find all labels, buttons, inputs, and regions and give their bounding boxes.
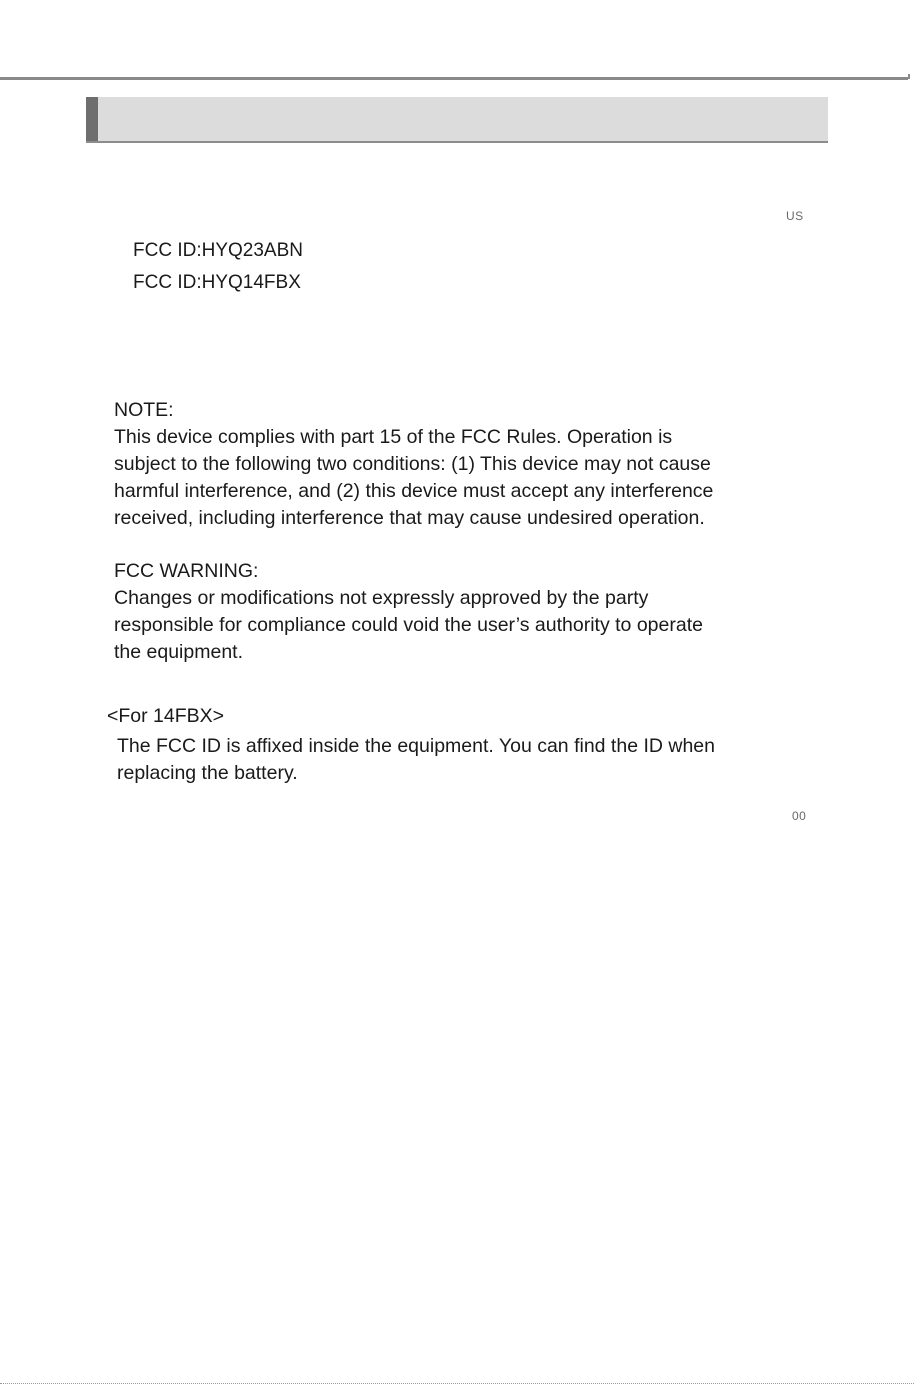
fcc-id-location-block xyxy=(117,733,715,787)
note-line: received, including interference that may cause undesired operation. xyxy=(114,507,705,529)
note-line: subject to the following two conditions: (1) This device may not cause xyxy=(114,453,711,475)
fcc-id-line: FCC ID:HYQ23ABN xyxy=(133,240,303,261)
note-block xyxy=(114,397,713,532)
note-line: This device complies with part 15 of the FCC Rules. Operation is xyxy=(114,426,673,448)
section-header-bar xyxy=(86,97,828,143)
top-rule xyxy=(0,77,908,80)
page-code-top: US xyxy=(786,209,804,223)
top-rule-tick xyxy=(908,74,910,79)
warning-line: responsible for compliance could void the user’s authority to operate xyxy=(114,614,703,636)
for-14fbx-label: <For 14FBX> xyxy=(107,705,225,727)
affix-line: replacing the battery. xyxy=(117,762,298,784)
warning-heading: FCC WARNING: xyxy=(114,560,259,582)
fcc-id-line: FCC ID:HYQ14FBX xyxy=(133,272,301,293)
note-line: harmful interference, and (2) this device must accept any interference xyxy=(114,480,714,502)
affix-line: The FCC ID is affixed inside the equipment. You can find the ID when xyxy=(117,735,715,757)
page-code-bottom: 00 xyxy=(792,809,807,823)
warning-line: Changes or modifications not expressly approved by the party xyxy=(114,587,649,609)
section-header-accent xyxy=(86,97,98,141)
warning-line: the equipment. xyxy=(114,641,244,663)
note-heading: NOTE: xyxy=(114,399,174,421)
fcc-warning-block xyxy=(114,558,703,666)
bottom-dotted-rule xyxy=(0,1383,914,1384)
